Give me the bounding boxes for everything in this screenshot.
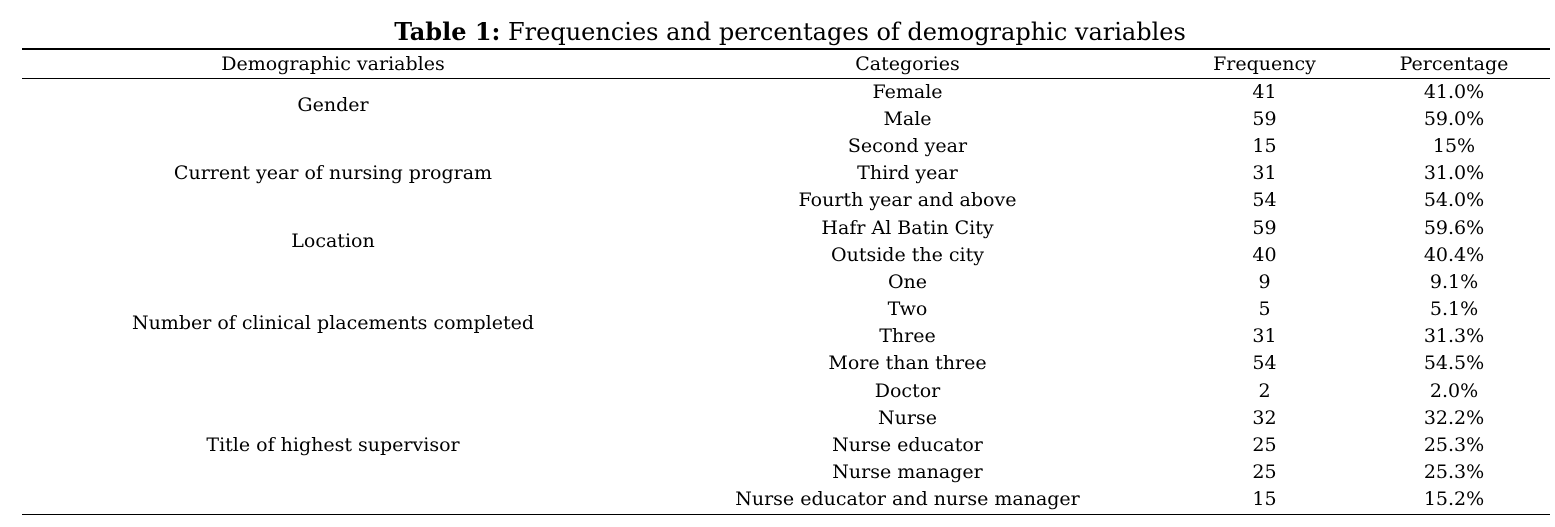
frequency-cell: 9 (1258, 270, 1271, 293)
table-row (22, 132, 1550, 159)
category-cell: One (887, 270, 928, 293)
percentage-cell: 41.0% (1423, 80, 1485, 103)
frequency-cell: 15 (1252, 134, 1277, 157)
frequency-cell: 40 (1252, 243, 1277, 266)
column-header-frequency: Frequency (1213, 53, 1316, 75)
frequency-cell: 15 (1252, 488, 1277, 511)
table-caption (0, 14, 1555, 50)
frequency-cell: 25 (1252, 434, 1277, 457)
category-cell: Nurse (878, 406, 937, 429)
frequency-cell: 25 (1252, 461, 1277, 484)
category-cell: Nurse manager (832, 461, 983, 484)
frequency-cell: 2 (1258, 379, 1271, 402)
percentage-cell: 2.0% (1429, 379, 1479, 402)
category-cell: Male (883, 107, 932, 130)
percentage-cell: 59.0% (1423, 107, 1485, 130)
header-row (22, 50, 1550, 78)
demographics-table (22, 50, 1550, 513)
category-cell: Female (872, 80, 943, 103)
percentage-cell: 54.5% (1423, 352, 1485, 375)
frequency-cell: 54 (1252, 352, 1277, 375)
frequency-cell: 31 (1252, 162, 1277, 185)
demographic-variable-cell: Gender (297, 94, 369, 117)
table-row (22, 268, 1550, 295)
category-cell: Nurse educator (832, 434, 983, 457)
column-header-demographic-variables: Demographic variables (221, 53, 445, 75)
table-caption-label: Table 1: (394, 17, 501, 46)
percentage-cell: 32.2% (1423, 406, 1485, 429)
percentage-cell: 59.6% (1423, 216, 1485, 239)
column-header-percentage: Percentage (1399, 53, 1509, 75)
table-body (22, 78, 1550, 513)
category-cell: Doctor (874, 379, 941, 402)
frequency-cell: 59 (1252, 107, 1277, 130)
percentage-cell: 5.1% (1429, 298, 1479, 321)
category-cell: More than three (828, 352, 987, 375)
frequency-cell: 32 (1252, 406, 1277, 429)
table-row (22, 78, 1550, 105)
demographic-variable-cell: Location (291, 230, 375, 253)
percentage-cell: 54.0% (1423, 189, 1485, 212)
category-cell: Hafr Al Batin City (821, 216, 994, 239)
bottom-rule (22, 514, 1550, 515)
column-header-categories: Categories (855, 53, 960, 75)
percentage-cell: 15% (1432, 134, 1476, 157)
percentage-cell: 40.4% (1423, 243, 1485, 266)
percentage-cell: 25.3% (1423, 434, 1485, 457)
demographic-variable-cell: Title of highest supervisor (206, 434, 460, 457)
percentage-cell: 25.3% (1423, 461, 1485, 484)
frequency-cell: 54 (1252, 189, 1277, 212)
demographic-variable-cell: Number of clinical placements completed (131, 311, 535, 334)
percentage-cell: 31.0% (1423, 162, 1485, 185)
table-row (22, 214, 1550, 241)
frequency-cell: 41 (1252, 80, 1277, 103)
demographic-variable-cell: Current year of nursing program (173, 162, 493, 185)
frequency-cell: 5 (1258, 298, 1271, 321)
category-cell: Two (887, 298, 928, 321)
percentage-cell: 31.3% (1423, 325, 1485, 348)
category-cell: Third year (857, 162, 958, 185)
frequency-cell: 31 (1252, 325, 1277, 348)
category-cell: Three (879, 325, 936, 348)
percentage-cell: 15.2% (1423, 488, 1485, 511)
category-cell: Nurse educator and nurse manager (735, 488, 1080, 511)
category-cell: Second year (847, 134, 968, 157)
table-row (22, 377, 1550, 404)
category-cell: Fourth year and above (798, 189, 1017, 212)
frequency-cell: 59 (1252, 216, 1277, 239)
percentage-cell: 9.1% (1429, 270, 1479, 293)
table-caption-text: Frequencies and percentages of demographic variables (500, 18, 1186, 46)
category-cell: Outside the city (831, 243, 984, 266)
